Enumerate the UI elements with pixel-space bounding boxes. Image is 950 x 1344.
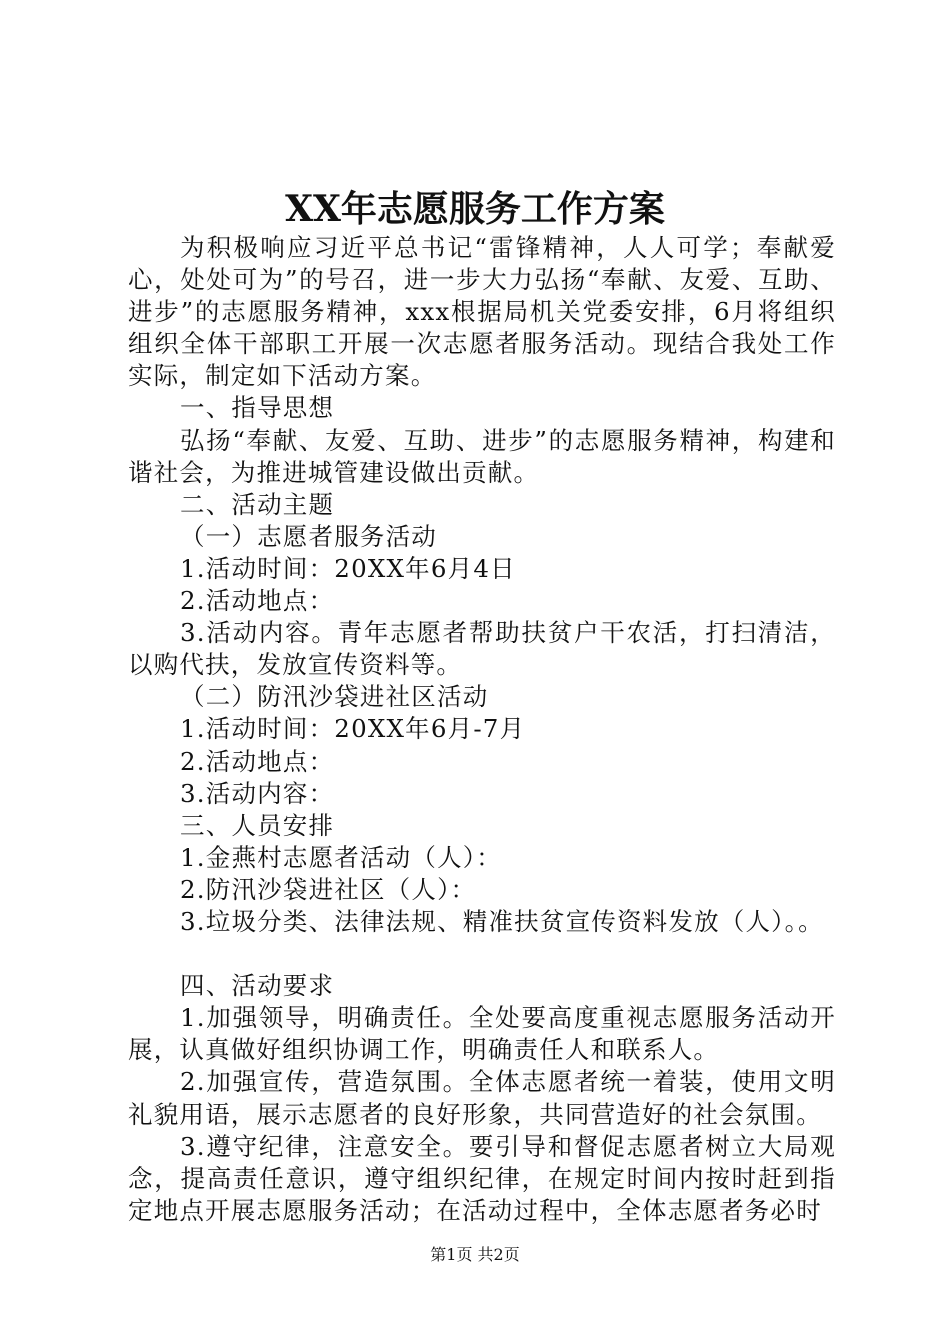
document-title: XX年志愿服务工作方案 — [285, 188, 665, 230]
paragraph-activity-content-2: 3.活动内容： — [180, 778, 335, 808]
paragraph-staffing-3: 3.垃圾分类、法律法规、精准扶贫宣传资料发放（人）。。 — [180, 906, 824, 936]
paragraph-guiding-ideology: 弘扬“奉献、友爱、互助、进步”的志愿服务精神，构建和谐社会，为推进城管建设做出贡献。 — [128, 425, 836, 487]
paragraph-activity-time-1: 1.活动时间：20XX年6月4日 — [180, 553, 516, 583]
document-body — [128, 232, 836, 1227]
paragraph-requirement-2: 2.加强宣传，营造氛围。全体志愿者统一着装，使用文明礼貌用语，展示志愿者的良好形象，共同营造好的社会氛围。 — [128, 1067, 836, 1129]
blank-line — [128, 938, 836, 970]
paragraph-activity-time-2: 1.活动时间：20XX年6月-7月 — [180, 714, 526, 744]
paragraph-activity-place-2: 2.活动地点： — [180, 746, 335, 776]
subheading-volunteer-service: （一）志愿者服务活动 — [180, 521, 437, 551]
paragraph-intro: 为积极响应习近平总书记“雷锋精神，人人可学；奉献爱心，处处可为”的号召，进一步大力弘扬“奉献、友爱、互助、进步”的志愿服务精神，xxx根据局机关党委安排，6月将组织组织全体干部职工开展一次志愿者服务活动。现结合我处工作实际，制定如下活动方案。 — [128, 233, 836, 391]
heading-guiding-ideology: 一、指导思想 — [180, 393, 335, 423]
heading-staffing: 三、人员安排 — [180, 810, 335, 840]
page-footer: 第1页 共2页 — [430, 1245, 520, 1264]
paragraph-staffing-2: 2.防汛沙袋进社区（人）： — [180, 874, 477, 904]
heading-requirements: 四、活动要求 — [180, 971, 335, 1001]
paragraph-activity-place-1: 2.活动地点： — [180, 586, 335, 616]
paragraph-staffing-1: 1.金燕村志愿者活动（人）： — [180, 842, 502, 872]
paragraph-activity-content-1: 3.活动内容。青年志愿者帮助扶贫户干农活，打扫清洁，以购代扶，发放宣传资料等。 — [128, 618, 836, 680]
paragraph-requirement-3: 3.遵守纪律，注意安全。要引导和督促志愿者树立大局观念，提高责任意识，遵守组织纪律，在规定时间内按时赶到指定地点开展志愿服务活动；在活动过程中，全体志愿者务必时 — [128, 1131, 836, 1225]
paragraph-requirement-1: 1.加强领导，明确责任。全处要高度重视志愿服务活动开展，认真做好组织协调工作，明确责任人和联系人。 — [128, 1003, 836, 1065]
heading-activity-theme: 二、活动主题 — [180, 489, 335, 519]
subheading-flood-sandbags: （二）防汛沙袋进社区活动 — [180, 682, 489, 712]
